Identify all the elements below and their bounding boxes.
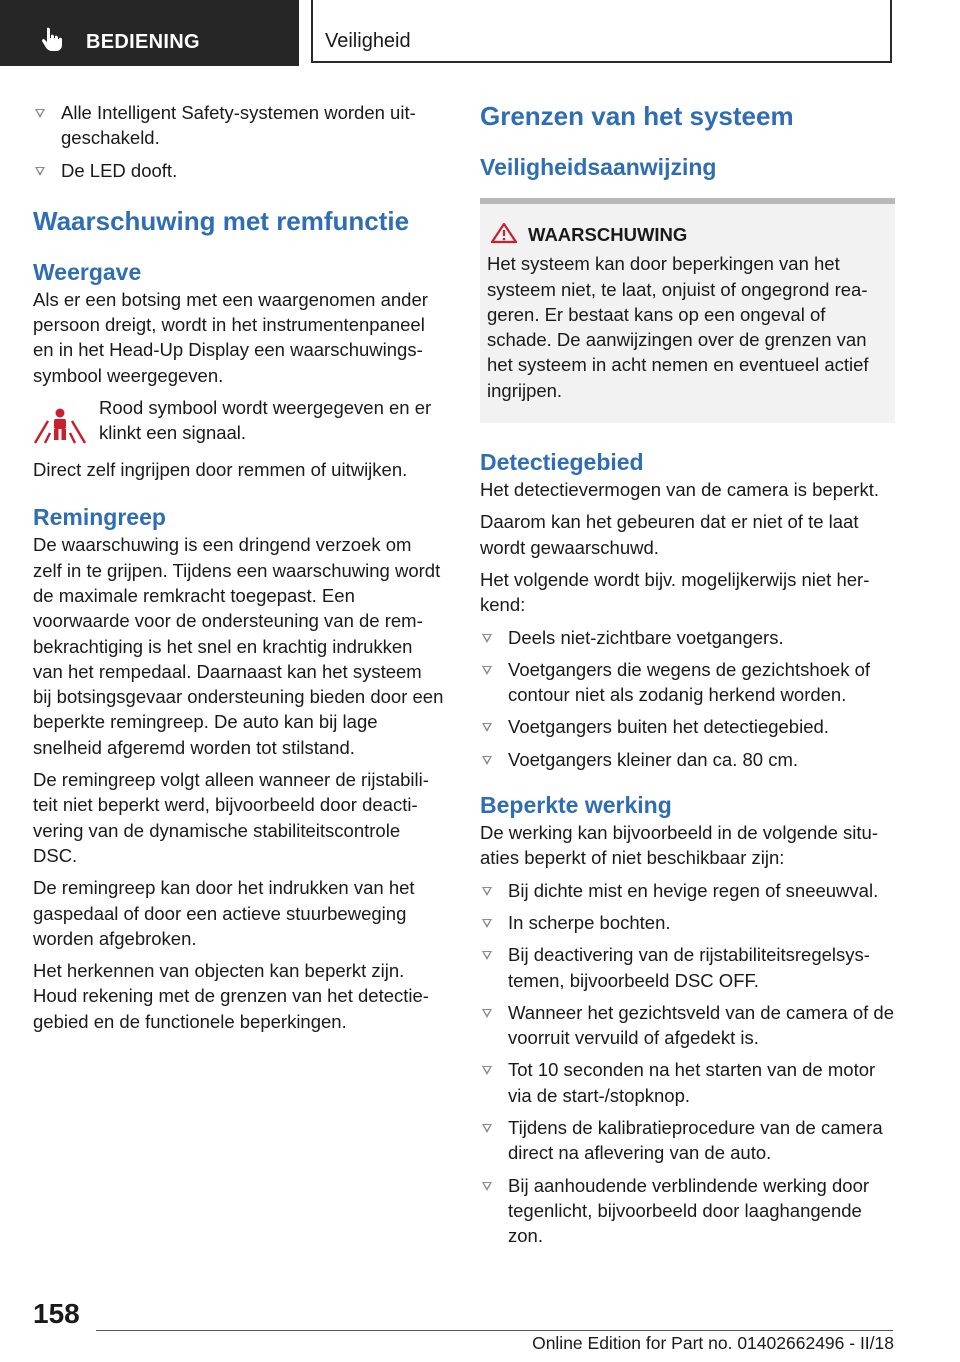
triangle-bullet-icon xyxy=(482,1066,492,1075)
triangle-bullet-icon xyxy=(35,167,45,176)
list-item: Voetgangers kleiner dan ca. 80 cm. xyxy=(480,747,895,772)
right-column xyxy=(480,100,895,1256)
section-tab xyxy=(0,0,299,66)
heading-grenzen: Grenzen van het systeem xyxy=(480,101,794,131)
list-item: Bij deactivering van de rijstabiliteitsregelsys-temen, bijvoorbeeld DSC OFF. xyxy=(480,942,895,993)
paragraph: Het herkennen van objecten kan beperkt zijn. Houd rekening met de grenzen van het detectie-gebied en de functionele beperkingen. xyxy=(33,960,429,1032)
hand-pointer-icon xyxy=(40,26,66,52)
left-column xyxy=(33,100,445,1041)
list-item: Voetgangers buiten het detectiegebied. xyxy=(480,714,895,739)
list-item: Bij dichte mist en hevige regen of sneeuwval. xyxy=(480,878,895,903)
footer-edition: Online Edition for Part no. 01402662496 - II/18 xyxy=(532,1333,894,1353)
triangle-bullet-icon xyxy=(35,109,45,118)
section-title: BEDIENING xyxy=(86,31,200,53)
triangle-bullet-icon xyxy=(482,1124,492,1133)
list-item: Alle Intelligent Safety-systemen worden uit-geschakeld. xyxy=(33,100,445,151)
heading-beperkte: Beperkte werking xyxy=(480,792,672,819)
paragraph: De remingreep volgt alleen wanneer de rijstabili-teit niet beperkt werd, bijvoorbeeld door deacti-vering van de dynamische stabiliteitscontrole DSC. xyxy=(33,769,429,866)
paragraph: Het volgende wordt bijv. mogelijkerwijs niet her-kend: xyxy=(480,568,870,616)
triangle-bullet-icon xyxy=(482,723,492,732)
triangle-bullet-icon xyxy=(482,951,492,960)
chapter-tab xyxy=(311,0,892,63)
paragraph: Als er een botsing met een waargenomen ander persoon dreigt, wordt in het instrumentenpaneel en in het Head-Up Display een waarschuwings-symbool weergegeven. xyxy=(33,288,428,386)
list-item: Voetgangers die wegens de gezichtshoek of contour niet als zodanig herkend worden. xyxy=(480,657,895,708)
paragraph: Daarom kan het gebeuren dat er niet of te laat wordt gewaarschuwd. xyxy=(480,511,859,558)
triangle-bullet-icon xyxy=(482,919,492,928)
page-number: 158 xyxy=(33,1298,80,1329)
triangle-bullet-icon xyxy=(482,1182,492,1191)
bullet-list-detectie xyxy=(480,625,895,772)
triangle-bullet-icon xyxy=(482,756,492,765)
list-item: Tot 10 seconden na het starten van de motor via de start-/stopknop. xyxy=(480,1057,895,1108)
list-item: Tijdens de kalibratieprocedure van de camera direct na aflevering van de auto. xyxy=(480,1115,895,1166)
paragraph: Het detectievermogen van de camera is beperkt. xyxy=(480,479,879,501)
triangle-bullet-icon xyxy=(482,887,492,896)
footer-divider xyxy=(96,1330,893,1331)
chapter-title: Veiligheid xyxy=(325,30,411,52)
list-item: Bij aanhoudende verblindende werking door tegenlicht, bijvoorbeeld door laaghangende zon. xyxy=(480,1173,895,1249)
list-item: De LED dooft. xyxy=(33,158,445,183)
heading-remingreep: Remingreep xyxy=(33,504,166,531)
heading-waarschuwing: Waarschuwing met remfunctie xyxy=(33,205,410,236)
warning-box xyxy=(480,198,895,423)
heading-weergave: Weergave xyxy=(33,258,142,285)
warning-text: Het systeem kan door beperkingen van het systeem niet, te laat, onjuist of ongegrond rea-geren. Er bestaat kans op een ongeval of schade. De aanwijzingen over de grenzen van het systeem in acht nemen en eventueel actief ingrijpen. xyxy=(487,253,869,401)
list-item: Wanneer het gezichtsveld van de camera of de voorruit vervuild of afgedekt is. xyxy=(480,1000,895,1051)
symbol-text: Rood symbool wordt weergegeven en er klinkt een signaal. xyxy=(99,397,432,444)
heading-detectie: Detectiegebied xyxy=(480,449,644,476)
triangle-bullet-icon xyxy=(482,666,492,675)
bullet-list-top xyxy=(33,100,445,183)
list-item: Deels niet-zichtbare voetgangers. xyxy=(480,625,895,650)
warning-title: WAARSCHUWING xyxy=(487,222,883,247)
symbol-description xyxy=(33,395,445,447)
bullet-list-beperkte xyxy=(480,878,895,1249)
paragraph: Direct zelf ingrijpen door remmen of uitwijken. xyxy=(33,459,408,481)
heading-veiligheid: Veiligheidsaanwijzing xyxy=(480,154,717,180)
paragraph: De waarschuwing is een dringend verzoek om zelf in te grijpen. Tijdens een waarschuwing wordt de maximale remkracht toegepast. Een voorwaarde voor de ondersteuning van de rem-bekrachtiging is het snel en krachtig indrukken van het rempedaal. Daarnaast kan het systeem bij botsingsgevaar ondersteuning bieden door een beperkte remingreep. De auto kan bij lage snelheid afgeremd worden tot stilstand. xyxy=(33,534,444,758)
pedestrian-warning-icon xyxy=(33,407,87,447)
paragraph: De remingreep kan door het indrukken van het gaspedaal of door een actieve stuurbeweging worden afgebroken. xyxy=(33,877,415,949)
triangle-bullet-icon xyxy=(482,634,492,643)
list-item: In scherpe bochten. xyxy=(480,910,895,935)
warning-triangle-icon xyxy=(490,222,518,244)
paragraph: De werking kan bijvoorbeeld in de volgende situ-aties beperkt of niet beschikbaar zijn: xyxy=(480,822,878,869)
triangle-bullet-icon xyxy=(482,1009,492,1018)
